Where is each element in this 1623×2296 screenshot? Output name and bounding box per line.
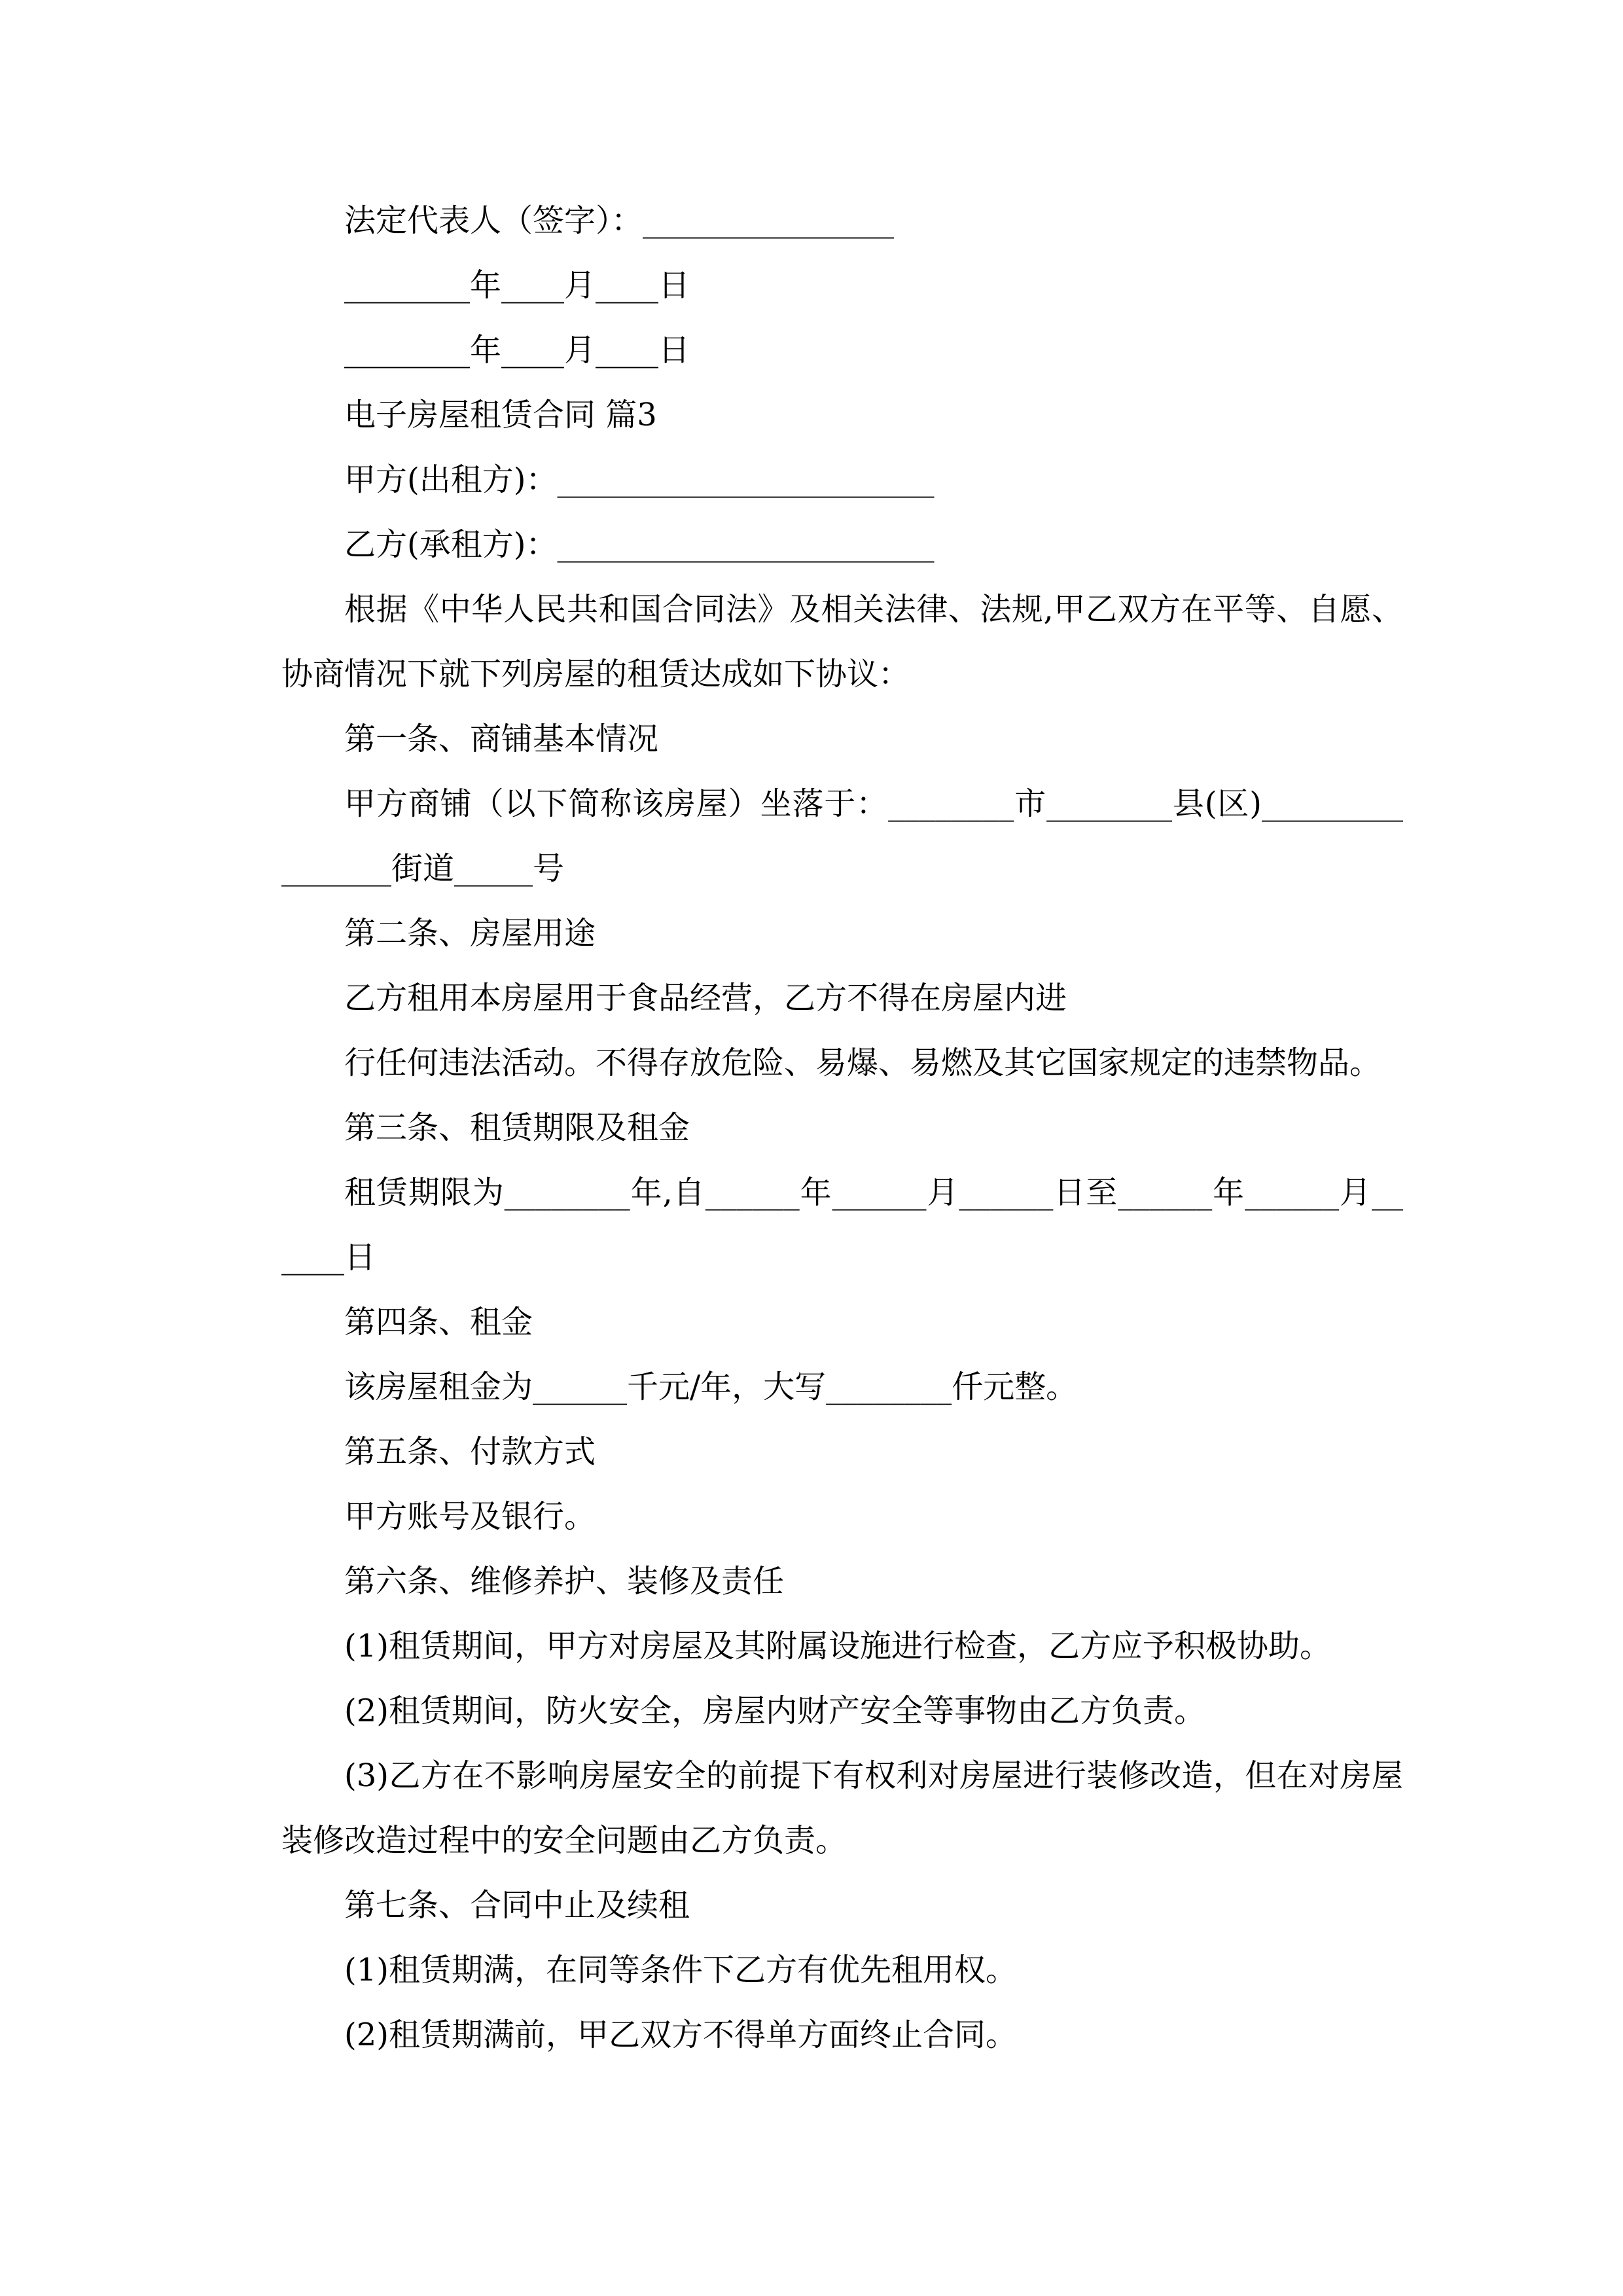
article-5-heading: 第五条、付款方式	[344, 1433, 596, 1470]
date-line-1: ________年____月____日	[344, 267, 690, 304]
article-4-content: 该房屋租金为______千元/年，大写________仟元整。	[344, 1369, 1078, 1405]
article-6-item-1: (1)租赁期间，甲方对房屋及其附属设施进行检查，乙方应予积极协助。	[344, 1628, 1331, 1664]
article-7-item-2: (2)租赁期满前，甲乙双方不得单方面终止合同。	[344, 2017, 1017, 2053]
party-a-line: 甲方(出租方)：________________________	[344, 461, 935, 498]
article-7-heading: 第七条、合同中止及续租	[344, 1887, 690, 1924]
article-2-content-2: 行任何违法活动。不得存放危险、易爆、易燃及其它国家规定的违禁物品。	[344, 1045, 1382, 1081]
article-1-heading: 第一条、商铺基本情况	[344, 721, 659, 757]
contract-title: 电子房屋租赁合同 篇3	[344, 397, 657, 433]
article-4-heading: 第四条、租金	[344, 1304, 533, 1340]
article-6-heading: 第六条、维修养护、装修及责任	[344, 1563, 785, 1600]
legal-representative-signature-line: 法定代表人（签字）：________________	[344, 202, 895, 239]
article-1-content: 甲方商铺（以下简称该房屋）坐落于：________市________县(区)________________街道_____号	[281, 785, 1403, 887]
party-b-line: 乙方(承租方)：________________________	[344, 526, 935, 563]
article-6-item-3: (3)乙方在不影响房屋安全的前提下有权利对房屋进行装修改造，但在对房屋装修改造过程中的安全问题由乙方负责。	[281, 1757, 1403, 1859]
article-2-heading: 第二条、房屋用途	[344, 915, 596, 952]
article-2-content-1: 乙方租用本房屋用于食品经营，乙方不得在房屋内进	[344, 980, 1067, 1016]
preamble: 根据《中华人民共和国合同法》及相关法律、法规,甲乙双方在平等、自愿、协商情况下就下列房屋的租赁达成如下协议：	[281, 591, 1403, 692]
contract-body	[281, 188, 1403, 2068]
article-5-content: 甲方账号及银行。	[344, 1498, 596, 1535]
article-3-content: 租赁期限为________年,自______年______月______日至______年______月______日	[281, 1174, 1403, 1276]
article-3-heading: 第三条、租赁期限及租金	[344, 1109, 690, 1146]
article-7-item-1: (1)租赁期满，在同等条件下乙方有优先租用权。	[344, 1952, 1017, 1988]
date-line-2: ________年____月____日	[344, 332, 690, 368]
article-6-item-2: (2)租赁期间，防火安全，房屋内财产安全等事物由乙方负责。	[344, 1693, 1205, 1729]
